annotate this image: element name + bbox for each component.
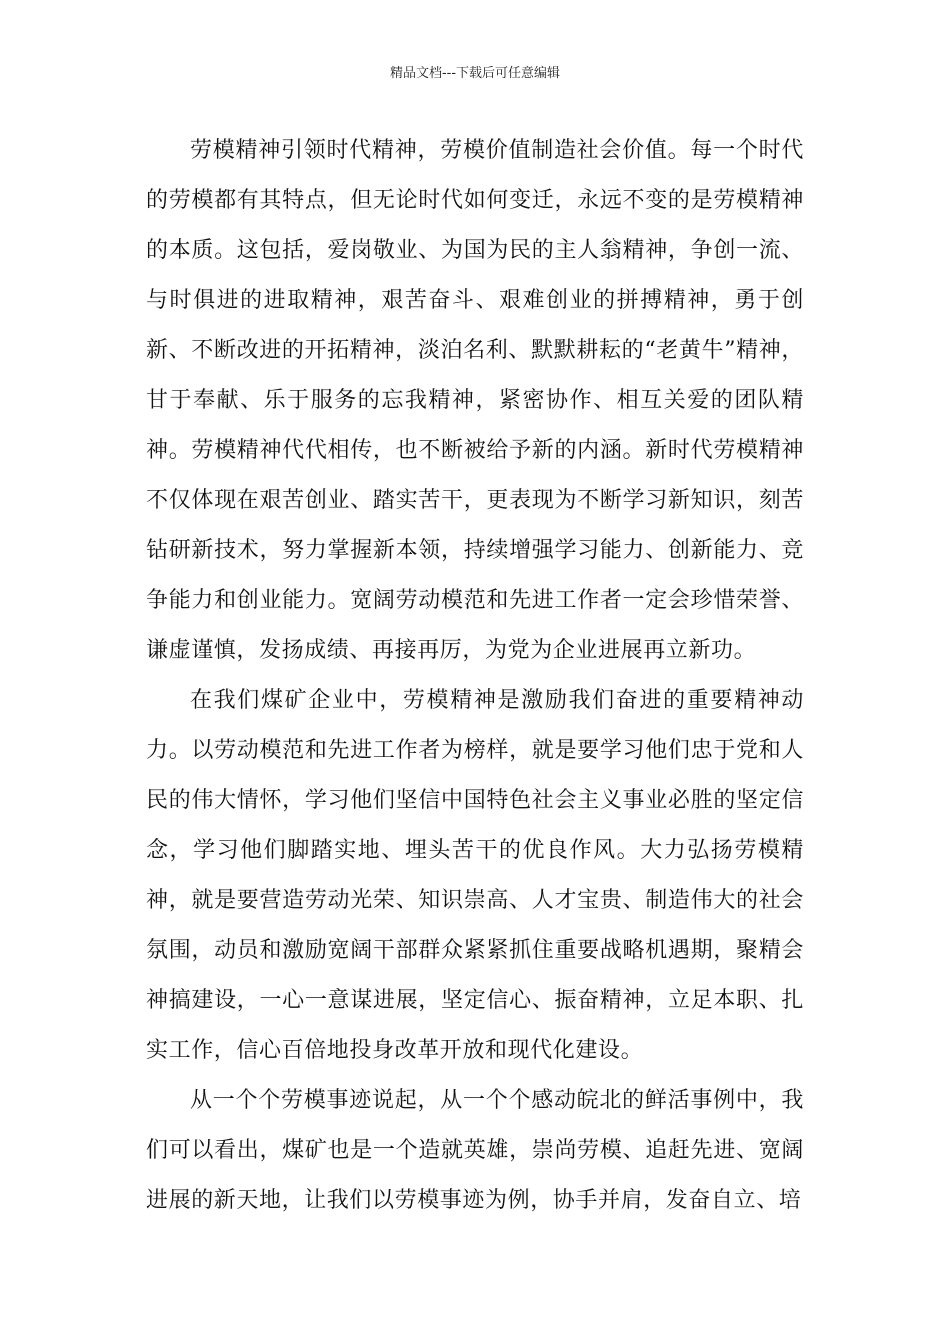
paragraph-3: 从一个个劳模事迹说起，从一个个感动皖北的鲜活事例中，我们可以看出，煤矿也是一个造就英雄，崇尚劳模、追赶先进、宽阔进展的新天地，让我们以劳模事迹为例，协手并肩，发奋自立、培 xyxy=(146,1088,804,1213)
document-body xyxy=(146,126,804,1226)
paragraph-1: 劳模精神引领时代精神，劳模价值制造社会价值。每一个时代的劳模都有其特点，但无论时代如何变迁，永远不变的是劳模精神的本质。这包括，爱岗敬业、为国为民的主人翁精神，争创一流、与时俱进的进取精神，艰苦奋斗、艰难创业的拼搏精神，勇于创新、不断改进的开拓精神，淡泊名利、默默耕耘的“老黄牛”精神，甘于奉献、乐于服务的忘我精神，紧密协作、相互关爱的团队精神。劳模精神代代相传，也不断被给予新的内涵。新时代劳模精神不仅体现在艰苦创业、踏实苦干，更表现为不断学习新知识，刻苦钻研新技术，努力掌握新本领，持续增强学习能力、创新能力、竞争能力和创业能力。宽阔劳动模范和先进工作者一定会珍惜荣誉、谦虚谨慎，发扬成绩、再接再厉，为党为企业进展再立新功。 xyxy=(146,138,804,663)
paragraph-2: 在我们煤矿企业中，劳模精神是激励我们奋进的重要精神动力。以劳动模范和先进工作者为榜样，就是要学习他们忠于党和人民的伟大情怀，学习他们坚信中国特色社会主义事业必胜的坚定信念，学习他们脚踏实地、埋头苦干的优良作风。大力弘扬劳模精神，就是要营造劳动光荣、知识崇高、人才宝贵、制造伟大的社会氛围，动员和激励宽阔干部群众紧紧抓住重要战略机遇期，聚精会神搞建设，一心一意谋进展，坚定信心、振奋精神，立足本职、扎实工作，信心百倍地投身改革开放和现代化建设。 xyxy=(146,688,804,1063)
page-header: 精品文档---下载后可任意编辑 xyxy=(389,66,561,81)
